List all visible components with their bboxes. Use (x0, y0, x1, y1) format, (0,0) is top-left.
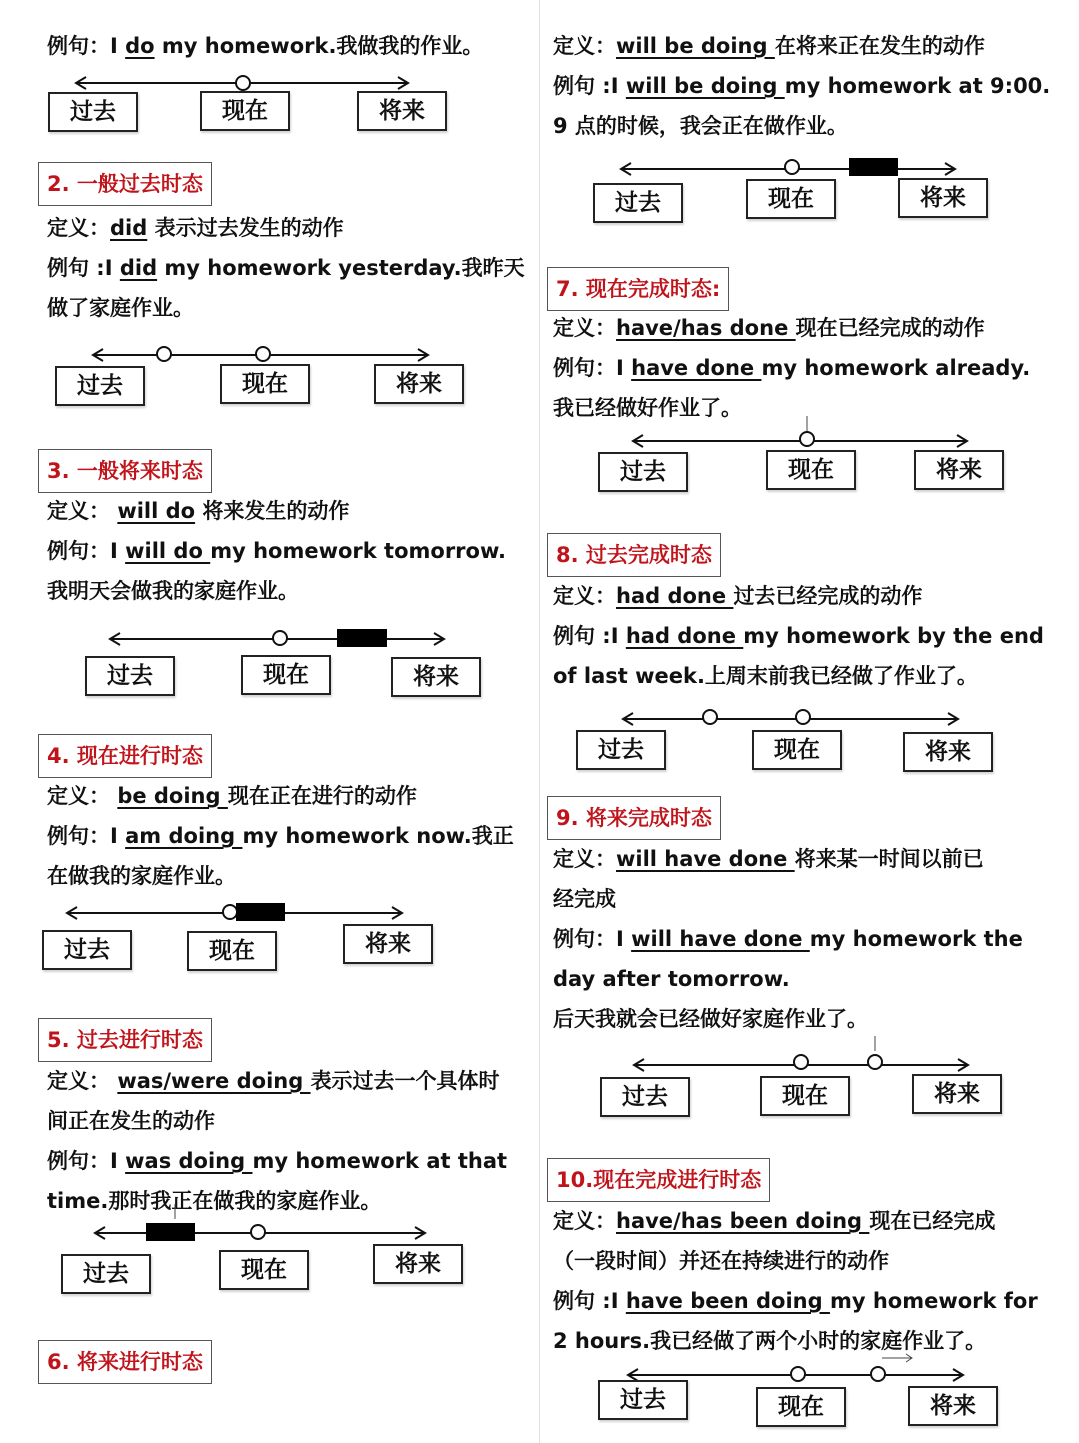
s6-ex-verb: will be doing (625, 74, 785, 98)
s9-ex-prefix: 例句：I (553, 927, 632, 951)
s5-def-label: 定义： (47, 1069, 118, 1093)
s10-ex-rest: my homework for (829, 1289, 1038, 1313)
s5-example-line2: time.那时我正在做我的家庭作业。 (47, 1189, 382, 1213)
s7-example-line2: 我已经做好作业了。 (553, 396, 742, 420)
s7-heading: 7. 现在完成时态: (547, 267, 729, 311)
timeline-present-box: 现在 (746, 179, 836, 219)
s10-def-meaning: 现在已经完成 (869, 1209, 996, 1233)
s3-heading: 3. 一般将来时态 (38, 449, 212, 493)
s4-ex-verb: am doing (125, 824, 243, 848)
s10-ex-verb: have been doing (625, 1289, 830, 1313)
s2-ex-rest: my homework yesterday.我昨天 (157, 256, 525, 280)
timeline-present-box: 现在 (760, 1076, 850, 1116)
timeline-future-box: 将来 (391, 657, 481, 697)
s2-ex-prefix: 例句 :I (47, 256, 120, 280)
s6-example-line2: 9 点的时候，我会正在做作业。 (553, 114, 848, 138)
timeline-future-box: 将来 (908, 1386, 998, 1426)
s5-ex-prefix: 例句：I (47, 1149, 126, 1173)
timeline-present-box: 现在 (766, 450, 856, 490)
s7-ex-prefix: 例句：I (553, 356, 632, 380)
s2-heading: 2. 一般过去时态 (38, 162, 212, 206)
timeline-future-box: 将来 (898, 178, 988, 218)
timeline-future-box: 将来 (912, 1074, 1002, 1114)
s3-ex-verb: will do (125, 539, 211, 563)
s6-heading: 6. 将来进行时态 (38, 1340, 212, 1384)
s2-def-meaning: 表示过去发生的动作 (147, 216, 344, 240)
timeline-past-box: 过去 (42, 930, 132, 970)
s9-ex-verb: will have done (631, 927, 810, 951)
timeline-present-point (791, 1367, 805, 1381)
s3-def-form: will do (117, 499, 196, 523)
timeline-future-box: 将来 (374, 364, 464, 404)
s8-def-meaning: 过去已经完成的动作 (733, 584, 923, 608)
s3-ex-prefix: 例句：I (47, 539, 126, 563)
s10-example-line2: 2 hours.我已经做了两个小时的家庭作业了。 (553, 1329, 987, 1353)
s4-example-line2: 在做我的家庭作业。 (47, 864, 236, 888)
s8-heading: 8. 过去完成时态 (547, 533, 721, 577)
s7-def-meaning: 现在已经完成的动作 (795, 316, 985, 340)
timeline-future-box: 将来 (357, 91, 447, 131)
s7-def-form: have/has done (616, 316, 796, 340)
timeline-continue-point (871, 1367, 885, 1381)
timeline-past-box: 过去 (85, 656, 175, 696)
s8-example-line2: of last week.上周末前我已经做了作业了。 (553, 664, 978, 688)
s4-ex-prefix: 例句：I (47, 824, 126, 848)
s5-def-form: was/were doing (117, 1069, 311, 1093)
s9-definition-line2: 经完成 (553, 887, 616, 911)
s4-ex-rest: my homework now.我正 (242, 824, 514, 848)
timeline-present-box: 现在 (219, 1250, 309, 1290)
timeline-present-box: 现在 (187, 931, 277, 971)
s4-def-label: 定义： (47, 784, 118, 808)
s9-def-meaning: 将来某一时间以前已 (794, 847, 984, 871)
s9-def-form: will have done (616, 847, 795, 871)
s6-ex-rest: my homework at 9:00. (784, 74, 1051, 98)
s6-def-meaning: 在将来正在发生的动作 (774, 34, 985, 58)
s6-def-label: 定义： (553, 34, 616, 58)
timeline-future-box: 将来 (914, 450, 1004, 490)
s9-ex-rest: my homework the (809, 927, 1023, 951)
timeline-past-box: 过去 (598, 452, 688, 492)
timeline-present-box: 现在 (756, 1387, 846, 1427)
s4-def-form: be doing (117, 784, 228, 808)
s5-ex-rest: my homework at that (252, 1149, 508, 1173)
s6-def-form: will be doing (616, 34, 775, 58)
s2-ex-verb: did (119, 256, 158, 280)
s5-definition-line2: 间正在发生的动作 (47, 1109, 215, 1133)
s4-heading: 4. 现在进行时态 (38, 734, 212, 778)
s1-example-verb: do (125, 34, 155, 58)
s2-def-label: 定义： (47, 216, 110, 240)
timeline-past-box: 过去 (598, 1380, 688, 1420)
timeline-past-box: 过去 (576, 730, 666, 770)
s7-ex-verb: have done (631, 356, 762, 380)
s10-def-form: have/has been doing (616, 1209, 870, 1233)
s8-ex-verb: had done (625, 624, 744, 648)
timeline-future-box: 将来 (903, 732, 993, 772)
s3-example-line2: 我明天会做我的家庭作业。 (47, 579, 299, 603)
s5-heading: 5. 过去进行时态 (38, 1018, 212, 1062)
s9-example-line3: 后天我就会已经做好家庭作业了。 (553, 1007, 868, 1031)
s9-heading: 9. 将来完成时态 (547, 796, 721, 840)
timeline-present-box: 现在 (200, 91, 290, 131)
s4-def-meaning: 现在正在进行的动作 (227, 784, 417, 808)
s9-def-label: 定义： (553, 847, 616, 871)
s10-ex-prefix: 例句 :I (553, 1289, 626, 1313)
s6-ex-prefix: 例句 :I (553, 74, 626, 98)
s8-ex-rest: my homework by the end (743, 624, 1044, 648)
s8-def-label: 定义： (553, 584, 616, 608)
s3-ex-rest: my homework tomorrow. (210, 539, 506, 563)
timeline-present-box: 现在 (241, 655, 331, 695)
timeline-past-box: 过去 (48, 92, 138, 132)
s5-ex-verb: was doing (125, 1149, 253, 1173)
timeline-present-box: 现在 (752, 730, 842, 770)
s2-def-form: did (110, 216, 148, 240)
s3-def-label: 定义： (47, 499, 118, 523)
s9-example-line2: day after tomorrow. (553, 967, 790, 991)
s8-ex-prefix: 例句 :I (553, 624, 626, 648)
timeline-past-box: 过去 (55, 366, 145, 406)
timeline-present-box: 现在 (220, 364, 310, 404)
timeline-past-box: 过去 (600, 1077, 690, 1117)
s10-heading: 10.现在完成进行时态 (547, 1158, 770, 1202)
s7-ex-rest: my homework already. (761, 356, 1031, 380)
s5-def-meaning: 表示过去一个具体时 (310, 1069, 500, 1093)
s8-def-form: had done (616, 584, 734, 608)
s2-example-line2: 做了家庭作业。 (47, 296, 194, 320)
s3-def-meaning: 将来发生的动作 (195, 499, 350, 523)
timeline-past-box: 过去 (61, 1254, 151, 1294)
timeline-past-box: 过去 (593, 183, 683, 223)
s7-def-label: 定义： (553, 316, 616, 340)
s1-example-rest: my homework.我做我的作业。 (154, 34, 484, 58)
timeline-future-box: 将来 (373, 1244, 463, 1284)
s10-definition-line2: （一段时间）并还在持续进行的动作 (553, 1249, 889, 1273)
s1-example-prefix: 例句：I (47, 34, 126, 58)
s10-def-label: 定义： (553, 1209, 616, 1233)
timeline-future-box: 将来 (343, 924, 433, 964)
